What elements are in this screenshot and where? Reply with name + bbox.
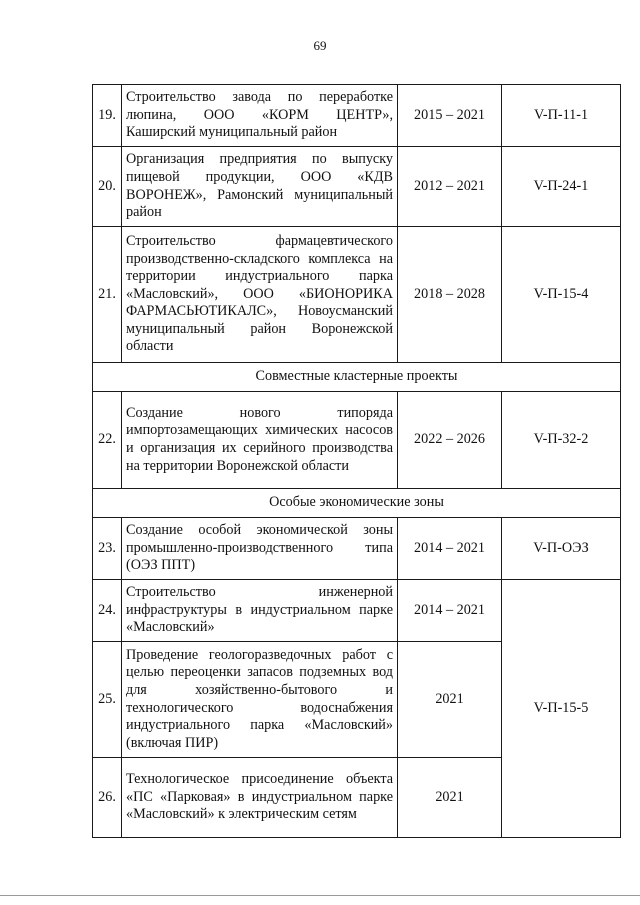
project-years: 2012 – 2021 xyxy=(398,147,502,227)
project-description: Строительство фармацевтического производственно-складского комплекса на территории индустриального парка «Масловский», ООО «БИОНОРИКА ФАРМАСЬЮТИКАЛС», Новоусманский муниципальный район Воронежской области xyxy=(122,227,398,363)
page-bottom-rule xyxy=(0,895,640,896)
row-number: 22. xyxy=(93,392,122,489)
section-header-row xyxy=(93,489,621,518)
project-years: 2014 – 2021 xyxy=(398,518,502,580)
project-description: Строительство инженерной инфраструктуры в индустриальном парке «Масловский» xyxy=(122,580,398,642)
project-years: 2015 – 2021 xyxy=(398,85,502,147)
project-code: V-П-32-2 xyxy=(502,392,621,489)
table-row xyxy=(93,147,621,227)
table-row xyxy=(93,580,621,642)
row-number: 25. xyxy=(93,642,122,758)
section-header-row xyxy=(93,363,621,392)
project-description: Создание особой экономической зоны промышленно-производственного типа (ОЭЗ ППТ) xyxy=(122,518,398,580)
project-description: Создание нового типоряда импортозамещающих химических насосов и организация их серийного производства на территории Воронежской области xyxy=(122,392,398,489)
project-description: Организация предприятия по выпуску пищевой продукции, ООО «КДВ ВОРОНЕЖ», Рамонский муниципальный район xyxy=(122,147,398,227)
project-code: V-П-15-5 xyxy=(502,580,621,838)
project-years: 2018 – 2028 xyxy=(398,227,502,363)
row-number: 21. xyxy=(93,227,122,363)
table-row xyxy=(93,392,621,489)
page-number: 69 xyxy=(313,38,327,53)
section-title: Особые экономические зоны xyxy=(93,489,621,518)
section-title: Совместные кластерные проекты xyxy=(93,363,621,392)
project-code: V-П-15-4 xyxy=(502,227,621,363)
project-description: Проведение геологоразведочных работ с целью переоценки запасов подземных вод для хозяйственно-бытового и технологического водоснабжения индустриального парка «Масловский» (включая ПИР) xyxy=(122,642,398,758)
table-row xyxy=(93,518,621,580)
project-code: V-П-11-1 xyxy=(502,85,621,147)
project-description: Технологическое присоединение объекта «ПС «Парковая» в индустриальном парке «Масловский» к электрическим сетям xyxy=(122,758,398,838)
project-years: 2014 – 2021 xyxy=(398,580,502,642)
row-number: 24. xyxy=(93,580,122,642)
row-number: 20. xyxy=(93,147,122,227)
project-years: 2021 xyxy=(398,642,502,758)
row-number: 19. xyxy=(93,85,122,147)
project-description: Строительство завода по переработке люпина, ООО «КОРМ ЦЕНТР», Каширский муниципальный район xyxy=(122,85,398,147)
row-number: 23. xyxy=(93,518,122,580)
project-years: 2022 – 2026 xyxy=(398,392,502,489)
table-row xyxy=(93,85,621,147)
project-code: V-П-ОЭЗ xyxy=(502,518,621,580)
projects-table xyxy=(92,84,621,838)
table-row xyxy=(93,227,621,363)
project-years: 2021 xyxy=(398,758,502,838)
project-code: V-П-24-1 xyxy=(502,147,621,227)
row-number: 26. xyxy=(93,758,122,838)
